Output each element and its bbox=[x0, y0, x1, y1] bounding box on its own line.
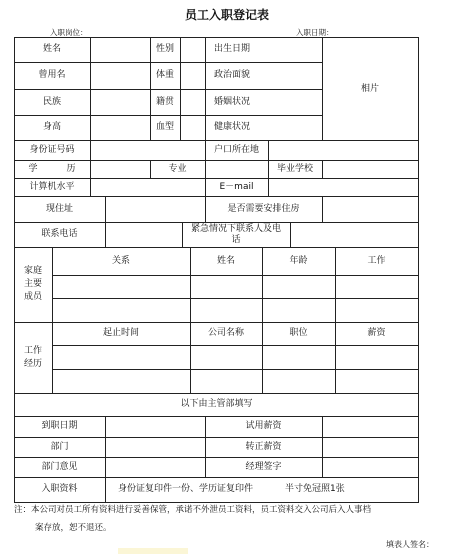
footer-note-line1: 注：本公司对员工所有资料进行妥善保管，承诺不外泄员工资料，员工资料交入公司后入人事档 bbox=[14, 505, 372, 515]
marital-label: 婚姻状况 bbox=[213, 96, 250, 107]
email-label: E－mail bbox=[219, 181, 254, 192]
ethnicity-label: 民族 bbox=[42, 96, 61, 107]
docs-value: 身份证复印件一份、学历证复印件 bbox=[118, 484, 254, 494]
name-field[interactable] bbox=[90, 37, 150, 62]
supervisor-heading: 以下由主管部填写 bbox=[180, 399, 253, 409]
regular-salary-label: 转正薪资 bbox=[245, 441, 282, 452]
education-label-1: 学 bbox=[28, 163, 38, 174]
footer-note-line2: 案存放，恕不退还。 bbox=[35, 523, 112, 533]
date-label: 入职日期： bbox=[296, 28, 334, 37]
form-title: 员工入职登记表 bbox=[184, 8, 269, 22]
highlight-mark bbox=[118, 548, 188, 554]
family-col-age: 年龄 bbox=[289, 255, 308, 266]
health-label: 健康状况 bbox=[213, 122, 250, 132]
gender-label: 性别 bbox=[155, 44, 174, 54]
hukou-label: 户口所在地 bbox=[213, 144, 259, 155]
family-col-job: 工作 bbox=[367, 255, 386, 266]
manager-sign-label: 经理签字 bbox=[245, 461, 282, 472]
political-label: 政治面貌 bbox=[213, 70, 250, 80]
work-history-label: 工作经历 bbox=[24, 345, 43, 369]
former-name-label: 曾用名 bbox=[38, 70, 66, 80]
address-label: 现住址 bbox=[45, 203, 73, 214]
position-label: 入职岗位： bbox=[50, 28, 88, 37]
signature-label: 填表人签名： bbox=[386, 540, 434, 549]
photo-box[interactable]: 相片 bbox=[360, 83, 379, 94]
family-col-relation: 关系 bbox=[111, 255, 130, 266]
dept-opinion-label: 部门意见 bbox=[41, 461, 78, 472]
emergency-contact-label: 紧急情况下联系人及电话 bbox=[190, 223, 281, 245]
height-label: 身高 bbox=[42, 122, 61, 132]
photo-requirement: 半寸免冠照1张 bbox=[285, 484, 345, 494]
work-col-company: 公司名称 bbox=[207, 328, 244, 338]
school-label: 毕业学校 bbox=[276, 163, 313, 174]
education-label bbox=[14, 160, 90, 178]
probation-salary-label: 试用薪资 bbox=[245, 421, 282, 431]
weight-label: 体重 bbox=[155, 70, 174, 80]
major-label: 专业 bbox=[168, 163, 187, 174]
docs-label: 入职资料 bbox=[41, 484, 78, 494]
education-label-2: 历 bbox=[66, 163, 76, 174]
family-col-name: 姓名 bbox=[216, 255, 235, 266]
work-col-salary: 薪资 bbox=[367, 328, 386, 338]
family-members-label: 家庭主要成员 bbox=[23, 266, 42, 302]
phone-label: 联系电话 bbox=[41, 229, 78, 239]
work-col-position: 职位 bbox=[289, 328, 308, 338]
department-label: 部门 bbox=[50, 441, 69, 452]
id-number-label: 身份证号码 bbox=[29, 144, 75, 155]
name-label: 姓名 bbox=[42, 44, 61, 54]
gender-field[interactable] bbox=[180, 37, 205, 62]
work-col-period: 起止时间 bbox=[102, 328, 139, 338]
native-place-label: 籍贯 bbox=[155, 96, 174, 107]
birth-date-label: 出生日期 bbox=[213, 44, 250, 54]
housing-label: 是否需要安排住房 bbox=[227, 203, 300, 214]
entry-date-label: 到职日期 bbox=[41, 421, 78, 431]
computer-level-label: 计算机水平 bbox=[29, 181, 75, 192]
blood-type-label: 血型 bbox=[155, 122, 174, 132]
